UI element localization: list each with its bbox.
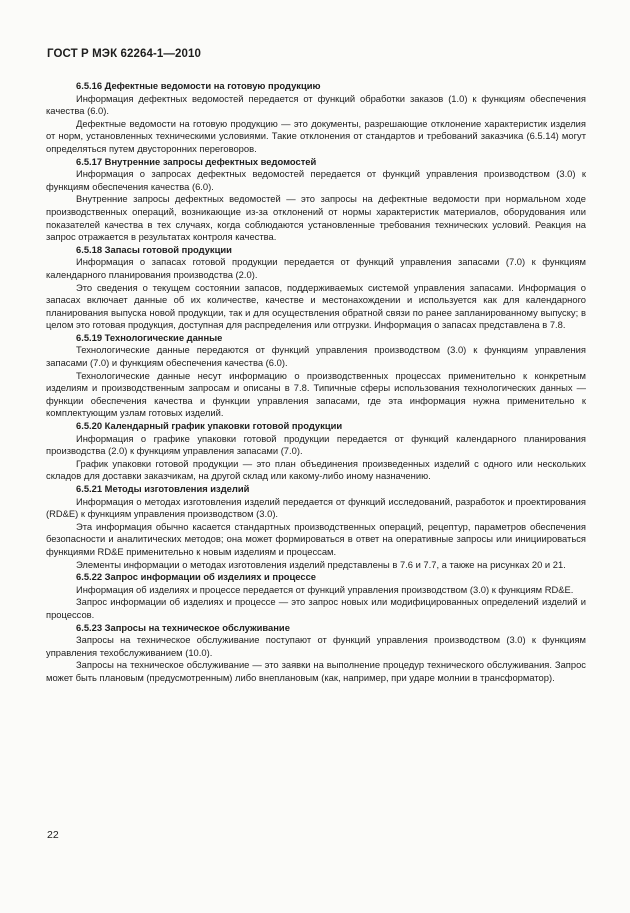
paragraph: Дефектные ведомости на готовую продукцию — это документы, разрешающие отклонение характеристик изделия от норм, установленных техническими условиями. Такие отклонения от стандартов и требований заказчика (6.5.14) могут определяться путем двусторонних переговоров. (46, 117, 586, 154)
page-number: 22 (47, 829, 59, 841)
paragraph: Запрос информации об изделиях и процессе — это запрос новых или модифицированных определений изделий и процессов. (46, 596, 586, 620)
paragraph: Информация о методах изготовления изделий передается от функций исследований, разработок и проектирования (RD&E) к функциям управления производством (3.0). (46, 495, 586, 520)
section-6-5-18 (46, 244, 586, 332)
paragraph: Внутренние запросы дефектных ведомостей — это запросы на дефектные ведомости при нормальном ходе производственных операций, возникающие из-за отклонений от нормы характеристик материалов, оборудования или показателей качества в тех случаях, когда соблюдаются установленные требования технических условий. Реакция на запрос отражается в результатах контроля качества. (46, 193, 586, 243)
section-heading: 6.5.23 Запросы на техническое обслуживание (76, 621, 290, 633)
paragraph: Информация о запасах готовой продукции передается от функций управления запасами (7.0) к функциям календарного планирования производства (2.0). (46, 256, 586, 280)
paragraph: Информация о запросах дефектных ведомостей передается от функций управления производством (3.0) к функциям обеспечения качества (6.0). (46, 168, 586, 192)
section-6-5-23 (46, 622, 586, 685)
section-6-5-22 (46, 571, 586, 621)
paragraph: График упаковки готовой продукции — это план объединения произведенных изделий с одного или нескольких складов для доставки заказчикам, на другой склад или какому-либо иному назначению. (46, 457, 586, 482)
section-heading: 6.5.22 Запрос информации об изделиях и процессе (76, 571, 317, 583)
section-heading: 6.5.21 Методы изготовления изделий (76, 483, 250, 494)
section-6-5-16 (46, 80, 586, 156)
section-heading: 6.5.18 Запасы готовой продукции (76, 243, 232, 255)
page-header: ГОСТ Р МЭК 62264-1—2010 (47, 48, 201, 60)
section-heading: 6.5.19 Технологические данные (76, 331, 223, 343)
section-heading: 6.5.20 Календарный график упаковки готовой продукции (76, 420, 343, 432)
document-body (46, 80, 586, 685)
paragraph: Это сведения о текущем состоянии запасов, поддерживаемых системой управления запасами. Информация о запасах включает данные об их количестве, качестве и местонахождении и используется как для календарного планирования выпуска новой продукции, так и для осуществления обратной связи по ранее запланированному выпуску; в целом это готовая продукция, доступная для распределения или отгрузки. Информация о запасах представлена в 7.8. (46, 281, 586, 331)
paragraph: Информация об изделиях и процессе передается от функций управления производством (3.0) к функциям RD&E. (76, 583, 574, 595)
section-6-5-17 (46, 156, 586, 244)
paragraph: Технологические данные несут информацию о производственных процессах применительно к конкретным изделиям и производственным запросам и описаны в 7.8. Типичные сферы использования технологических данных — функции обеспечения качества и функции управления запасами, где эта информация нужна применительно к комплектующим узлам готовых изделий. (46, 369, 586, 419)
section-heading: 6.5.16 Дефектные ведомости на готовую продукцию (76, 80, 321, 91)
paragraph: Запросы на техническое обслуживание поступают от функций управления производством (3.0) к функциям управления техобслуживанием (10.0). (46, 634, 586, 658)
paragraph: Информация о графике упаковки готовой продукции передается от функций календарного планирования производства (2.0) к функциям управления запасами (7.0). (46, 432, 586, 457)
section-6-5-21 (46, 483, 586, 571)
section-6-5-20 (46, 420, 586, 483)
section-6-5-19 (46, 332, 586, 420)
paragraph: Эта информация обычно касается стандартных производственных операций, рецептур, параметров обеспечения безопасности и аналитических методов; она может формироваться в ответ на оперативные запросы или инициироваться функциями RD&E применительно к новым изделиям и процессам. (46, 520, 586, 557)
paragraph: Элементы информации о методах изготовления изделий представлены в 7.6 и 7.7, а также на рисунках 20 и 21. (76, 558, 566, 570)
section-heading: 6.5.17 Внутренние запросы дефектных ведомостей (76, 155, 317, 167)
paragraph: Информация дефектных ведомостей передается от функций обработки заказов (1.0) к функциям обеспечения качества (6.0). (46, 92, 586, 117)
paragraph: Технологические данные передаются от функций управления производством (3.0) к функциям управления запасами (7.0) и функциям обеспечения качества (6.0). (46, 344, 586, 369)
paragraph: Запросы на техническое обслуживание — это заявки на выполнение процедур технического обслуживания. Запрос может быть плановым (предусмотренным) либо внеплановым (как, например, при ударе молнии в трансформатор). (46, 659, 586, 683)
